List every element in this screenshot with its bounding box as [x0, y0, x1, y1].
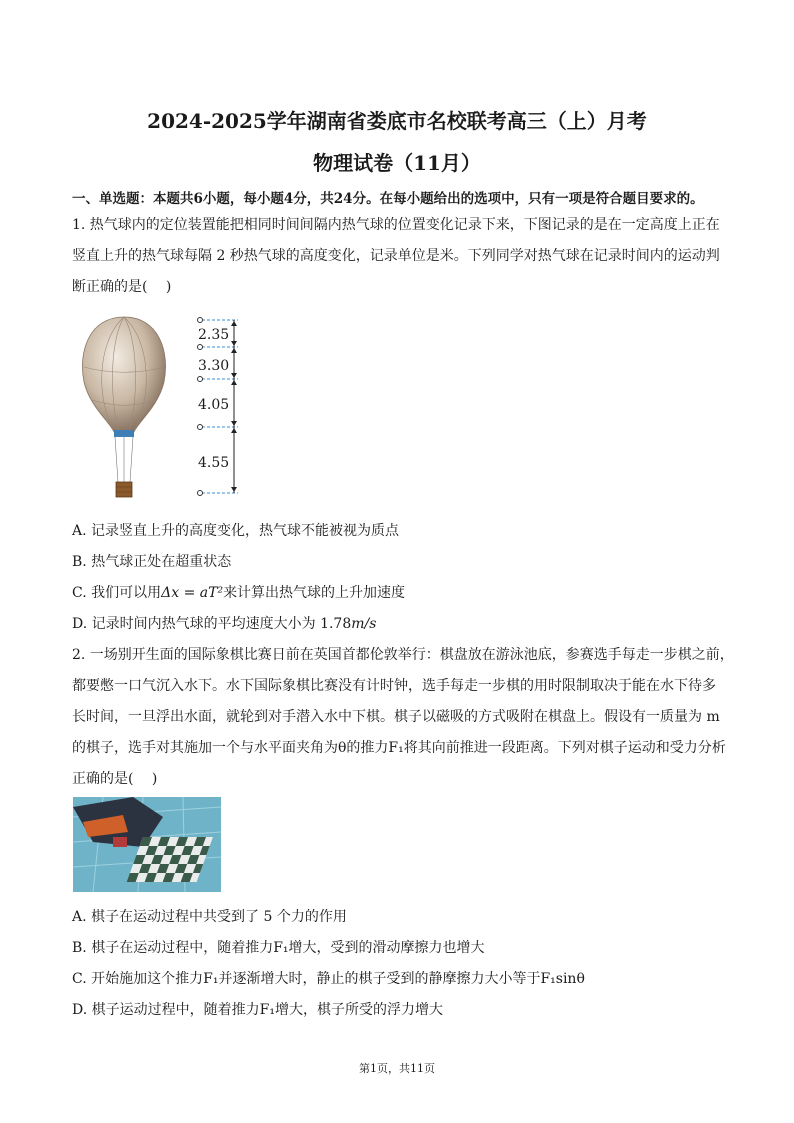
- question-2-stem: [72, 640, 732, 795]
- q2-option-a: A. 棋子在运动过程中共受到了 5 个力的作用: [72, 909, 347, 925]
- q1-option-c: [72, 582, 405, 602]
- unit: m/s: [351, 616, 377, 632]
- q1-option-b: B. 热气球正处在超重状态: [72, 554, 232, 570]
- hot-air-balloon-image: [74, 312, 174, 502]
- q2-option-d: D. 棋子运动过程中，随着推力F₁增大，棋子所受的浮力增大: [72, 1002, 443, 1018]
- exam-title-line1: 2024-2025学年湖南省娄底市名校联考高三（上）月考: [147, 109, 647, 133]
- q2-option-c: C. 开始施加这个推力F₁并逐渐增大时，静止的棋子受到的静摩擦力大小等于F₁sinθ: [72, 971, 585, 987]
- height-record-diagram: [190, 312, 250, 502]
- height-label: 2.35: [198, 327, 230, 343]
- height-label: 3.30: [198, 358, 230, 374]
- q2-line: 长时间，一旦浮出水面，就轮到对手潜入水中下棋。棋子以磁吸的方式吸附在棋盘上。假设有一质量为 m: [72, 709, 720, 725]
- q2-line: 都要憋一口气沉入水下。水下国际象棋比赛没有计时钟，选手每走一步棋的用时限制取决于能在水下待多: [72, 678, 716, 694]
- height-label: 4.55: [198, 455, 230, 471]
- height-label: 4.05: [198, 397, 230, 413]
- q2-line: 的棋子，选手对其施加一个与水平面夹角为θ的推力F₁将其向前推进一段距离。下列对棋子运动和受力分析: [72, 740, 726, 756]
- q2-line: 2. 一场别开生面的国际象棋比赛日前在英国首都伦敦举行：棋盘放在游泳池底，参赛选手每走一步棋之前，: [72, 647, 734, 663]
- option-c-suffix: 来计算出热气球的上升加速度: [223, 585, 406, 601]
- q1-option-d: [72, 613, 376, 633]
- q2-line: 正确的是( ): [72, 771, 158, 787]
- q1-option-a: A. 记录竖直上升的高度变化，热气球不能被视为质点: [72, 523, 400, 539]
- exam-title-line2: 物理试卷（11月）: [313, 151, 481, 175]
- q1-line: 竖直上升的热气球每隔 2 秒热气球的高度变化，记录单位是米。下列同学对热气球在记录时间内的运动判: [72, 248, 720, 264]
- page-number: 第1页，共11页: [359, 1062, 435, 1075]
- q1-line: 1. 热气球内的定位装置能把相同时间间隔内热气球的位置变化记录下来，下图记录的是在一定高度上正在: [72, 217, 720, 233]
- option-d-prefix: D. 记录时间内热气球的平均速度大小为 1.78: [72, 616, 352, 632]
- q2-option-b: B. 棋子在运动过程中，随着推力F₁增大，受到的滑动摩擦力也增大: [72, 940, 485, 956]
- question-1-stem: [72, 210, 732, 303]
- section-heading: 一、单选题：本题共6小题，每小题4分，共24分。在每小题给出的选项中，只有一项是符合题目要求的。: [72, 191, 704, 207]
- underwater-chess-photo: [73, 797, 221, 892]
- option-c-prefix: C. 我们可以用: [72, 585, 162, 601]
- q1-line: 断正确的是( ): [72, 279, 172, 295]
- formula: Δx = aT²: [161, 585, 224, 601]
